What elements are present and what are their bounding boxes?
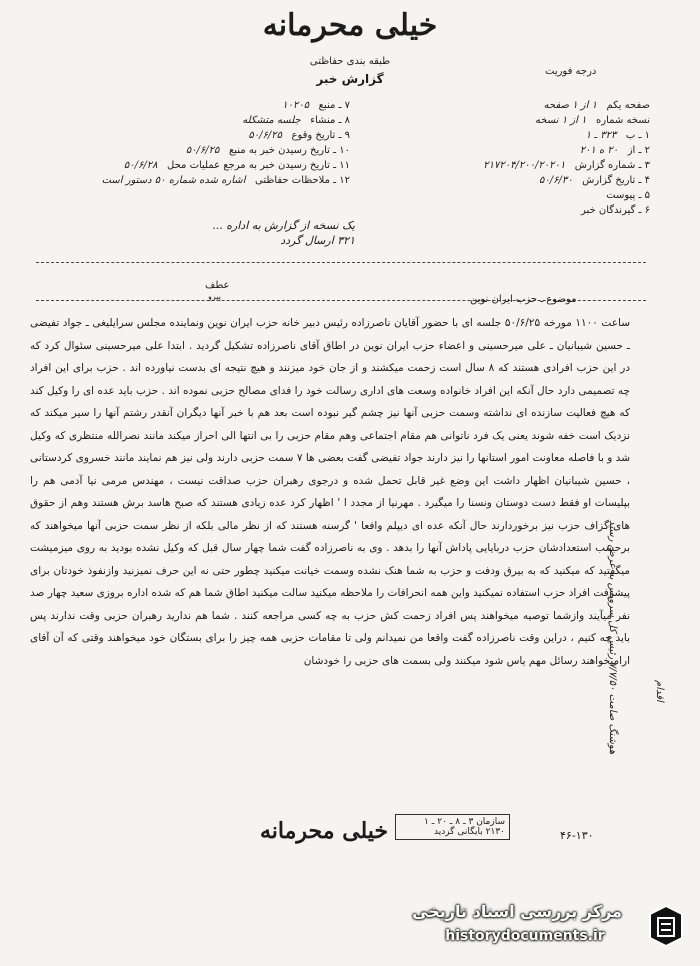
subject-line: موضوع ـ حزب ایران نوین <box>470 294 577 305</box>
archive-box <box>395 814 510 840</box>
watermark-title: مرکز بررسی اسناد تاریخی <box>412 902 622 921</box>
right-field-row: ۴ ـ تاریخ گزارش ۵۰/۶/۳۰ <box>539 175 650 186</box>
right-field-row: نسخه شماره ۱ از ۱ نسخه <box>535 115 650 126</box>
left-field-row: ۱۰ ـ تاریخ رسیدن خبر به منبع ۵۰/۶/۲۵ <box>185 145 350 156</box>
archive-box-line: سازمان ۳ ـ ۸ ـ ۲۰ ـ ۱ <box>424 817 505 827</box>
watermark <box>392 896 692 958</box>
left-field-row: ۸ ـ منشاء جلسه متشکله <box>242 115 350 126</box>
peyro-label: پیرو <box>208 292 221 301</box>
archive-box-line: ۲۱۳۰ بایگانی گردید <box>433 827 505 837</box>
watermark-url: historydocuments.ir <box>445 928 605 944</box>
priority-label: درجه فوریت <box>545 66 597 77</box>
left-field-row: ۹ ـ تاریخ وقوع ۵۰/۶/۲۵ <box>248 130 350 141</box>
divider <box>36 262 646 263</box>
report-title: گزارش خبر <box>316 72 384 86</box>
classification-stamp: خیلی محرمانه <box>262 8 438 43</box>
footer-classification-stamp: خیلی محرمانه <box>260 818 389 844</box>
right-field-row: ۱ ـ ب ۳۲۳ ـ ۱ <box>585 130 650 141</box>
right-field-row: ۶ ـ گیرندگان خبر <box>580 205 650 216</box>
right-fields <box>360 98 650 218</box>
left-fields <box>40 98 350 188</box>
handwritten-note: یک نسخه از گزارش به اداره ... ۳۲۱ ارسال گردد <box>212 219 355 247</box>
paragraph: ساعت ۱۱۰۰ مورخه ۵۰/۶/۲۵ جلسه ای با حضور آقایان ناصرزاده رئیس دبیر خانه حزب ایران نوین ونماینده مجلس سرایلیغی ـ جواد تفیضی ـ حسین شیبانیان ـ علی میرحسینی و اعضاء حزب ایران نوین در اطاق آقای ناصرزاده تشکیل گردید . ابتدا علی میرحسینی سئوال کرد که در این حزب افرادی هستند که ۸ سال است زحمت میکشند و از جان خود میزنند و هیچ نتیجه ای بدست نیاورده اند . حزب برای این افراد چه تصمیمی دارد حال آنکه این افراد خانواده وسعت های اداری رسالت خود را فدای مصالح حزبی نموده اند . حزب باید عده ای را وکیل کند که هیچ فعالیت سازنده ای نداشته وسمت حزبی آنها نیز چشم گیر نبوده است بعد هم با خبر آنها دیگران آنقدر رشتم آنها را سیر میکند که نزدیک است خفه شوند یعنی یک فرد ناتوانی هم مقام اجتماعی وهم مقام حزبی را بی انتها الی احراز میکند مانند نصرالله منتظری که وکیل شد و با فاصله معاونت امور استانها را نیز دارند جواد تفیضی گفت بعضی ها ۷ سمت حزبی دارند ولی نیز هم نمایند مانند خسروی کردستانی ، حسین شیبانیان اظهار داشت این وضع غیر قابل تحمل شده و درجوی رهبران حزب صداقت نیست ، مهندس مرمی نیا آدمی هم را بپلیسات او فقط دست دوستان ونسنا را میگیرد . مهرنیا از مجدد ا ' اظهار کرد عده زیادی هستند که صبح هاسد برش هستند وهم از حقوق های گزاف حزب نیز برخوردارند حال آنکه عده ای دیپلم وافعا ' گرسنه هستند که از نظر مالی بلکه از نظر سمت حزبی آنها میخواهند که برحسب استعدادشان حزب دربایایی پاداش آنها را بدهد . وی به ناصرزاده گفت شما چهار سال قبل که وکیل نشده بودید به روی میزمیشت میگفتید که میکنید که به بیرق ودفت و حزب به شما هنک نشده وسمت خیانت میکنید چطور حتی نه این حرف نمیزنید وازنفوذ خودتان برای پیشرفت افراد حزب استفاده نمیکنید واین همه انحرافات را ملاحظه میکنید سالت میکنید اطاق شما هم که شده اداره بروزی سعید چهار صد نفر میآیند وازشما توصیه میخواهند پس افراد زحمت کش حزب به چه کسی مراجعه کنند . شما هم ندارید رهبران حزبی وقت ندارند پس باید چه کنیم ، دراین وقت ناصرزاده گفت واقعا من نمیدانم ولی تا مقامات حزبی همه چیز را برای بستگان خود میخواهند وقتی که آن آقای ارامیخواهند رسائل مهم یاس شود میکنند ولی بسمت های حزبی را خودشان <box>30 317 631 667</box>
right-field-row: ۲ ـ از ۲۰ ه ۲۰۱ <box>579 145 650 156</box>
right-field-row: صفحه یکم ۱ از ۱ صفحه <box>543 100 650 111</box>
left-field-row: ۷ ـ منبع ۱۰۲۰۵ <box>282 100 350 111</box>
report-body <box>30 312 630 672</box>
margin-note-2: اقدام <box>654 680 665 702</box>
right-field-row: ۳ ـ شماره گزارش ۲۱۷۲۰۴/۲۰۰/۲۰۲۰۱ <box>483 160 650 171</box>
archive-logo-icon <box>648 904 684 948</box>
atf-label: عطف <box>205 280 230 291</box>
document-code: ۴۶-۱۳۰ <box>560 829 594 842</box>
security-classification-line: طبقه بندی حفاظتی <box>309 56 391 67</box>
left-field-row: ۱۲ ـ ملاحظات حفاظتی اشاره شده شماره ۵۰ دستور است <box>101 175 350 186</box>
left-field-row: ۱۱ ـ تاریخ رسیدن خبر به مرجع عملیات محل ۵۰/۶/۲۸ <box>123 160 350 171</box>
margin-note: هوشنگ صامت ۷/۷/۵۰ رئیس کل سرویس به عرض رسید <box>607 520 618 755</box>
right-field-row: ۵ ـ پیوست <box>606 190 650 201</box>
